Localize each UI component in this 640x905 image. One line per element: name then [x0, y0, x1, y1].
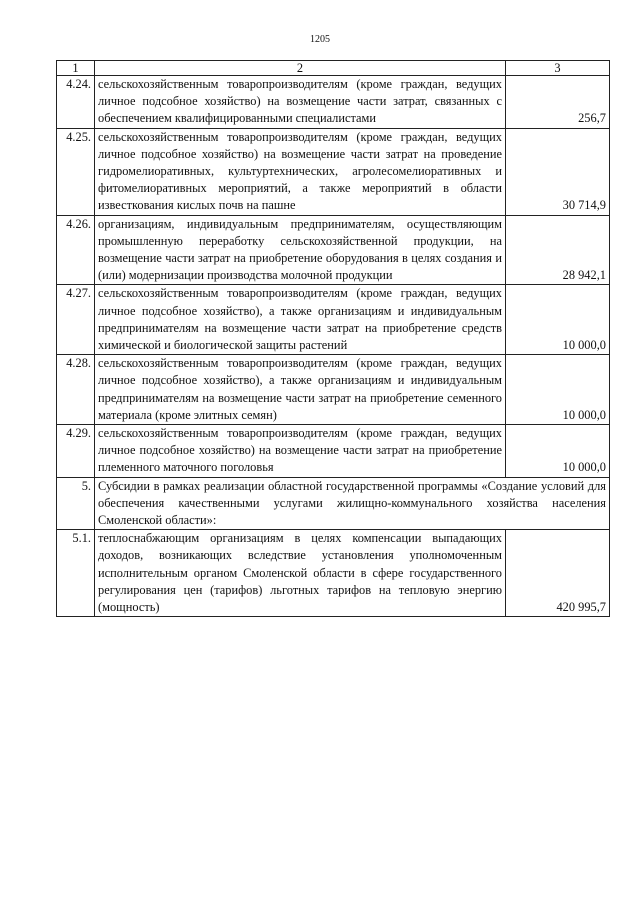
row-amount: 10 000,0	[506, 355, 610, 425]
row-description: сельскохозяйственным товаропроизводителям (кроме граждан, ведущих личное подсобное хозяйство), а также организациям и индивидуальным предпринимателям на возмещение части затрат на приобретение семенного материала (кроме элитных семян)	[95, 355, 506, 425]
section-number: 5.	[57, 477, 95, 530]
row-description: сельскохозяйственным товаропроизводителям (кроме граждан, ведущих личное подсобное хозяйство) на возмещение части затрат на приобретение племенного маточного поголовья	[95, 425, 506, 478]
column-header-2: 2	[95, 61, 506, 76]
table-row	[57, 425, 610, 478]
table-header-row	[57, 61, 610, 76]
row-amount: 10 000,0	[506, 425, 610, 478]
row-amount: 10 000,0	[506, 285, 610, 355]
table-row	[57, 128, 610, 215]
row-amount: 30 714,9	[506, 128, 610, 215]
row-description: сельскохозяйственным товаропроизводителям (кроме граждан, ведущих личное подсобное хозяйство), а также организациям и индивидуальным предпринимателям на возмещение части затрат на приобретение средств химической и биологической защиты растений	[95, 285, 506, 355]
row-number: 4.29.	[57, 425, 95, 478]
row-amount: 420 995,7	[506, 530, 610, 617]
column-header-3: 3	[506, 61, 610, 76]
row-number: 5.1.	[57, 530, 95, 617]
table-row	[57, 76, 610, 129]
row-number: 4.28.	[57, 355, 95, 425]
row-description: организациям, индивидуальным предпринимателям, осуществляющим промышленную переработку сельскохозяйственной продукции, на возмещение части затрат на приобретение оборудования в целях создания и (или) модернизации производства молочной продукции	[95, 215, 506, 285]
budget-table	[56, 60, 610, 617]
row-number: 4.25.	[57, 128, 95, 215]
row-number: 4.26.	[57, 215, 95, 285]
row-description: сельскохозяйственным товаропроизводителям (кроме граждан, ведущих личное подсобное хозяйство) на возмещение части затрат, связанных с обеспечением квалифицированными специалистами	[95, 76, 506, 129]
page-number: 1205	[310, 34, 330, 45]
column-header-1: 1	[57, 61, 95, 76]
table-row	[57, 215, 610, 285]
row-number: 4.27.	[57, 285, 95, 355]
section-row	[57, 477, 610, 530]
table-row	[57, 285, 610, 355]
row-number: 4.24.	[57, 76, 95, 129]
row-amount: 28 942,1	[506, 215, 610, 285]
section-title: Субсидии в рамках реализации областной государственной программы «Создание условий для обеспечения качественными услугами жилищно-коммунального хозяйства населения Смоленской области»:	[95, 477, 610, 530]
table-row	[57, 355, 610, 425]
table-row	[57, 530, 610, 617]
row-description: сельскохозяйственным товаропроизводителям (кроме граждан, ведущих личное подсобное хозяйство) на возмещение части затрат на проведение гидромелиоративных, культуртехнических, агролесомелиоративных и фитомелиоративных мероприятий, а также мероприятий в области известкования кислых почв на пашне	[95, 128, 506, 215]
row-amount: 256,7	[506, 76, 610, 129]
row-description: теплоснабжающим организациям в целях компенсации выпадающих доходов, возникающих вследствие установления уполномоченным исполнительным органом Смоленской области в сфере государственного регулирования цен (тарифов) льготных тарифов на тепловую энергию (мощность)	[95, 530, 506, 617]
